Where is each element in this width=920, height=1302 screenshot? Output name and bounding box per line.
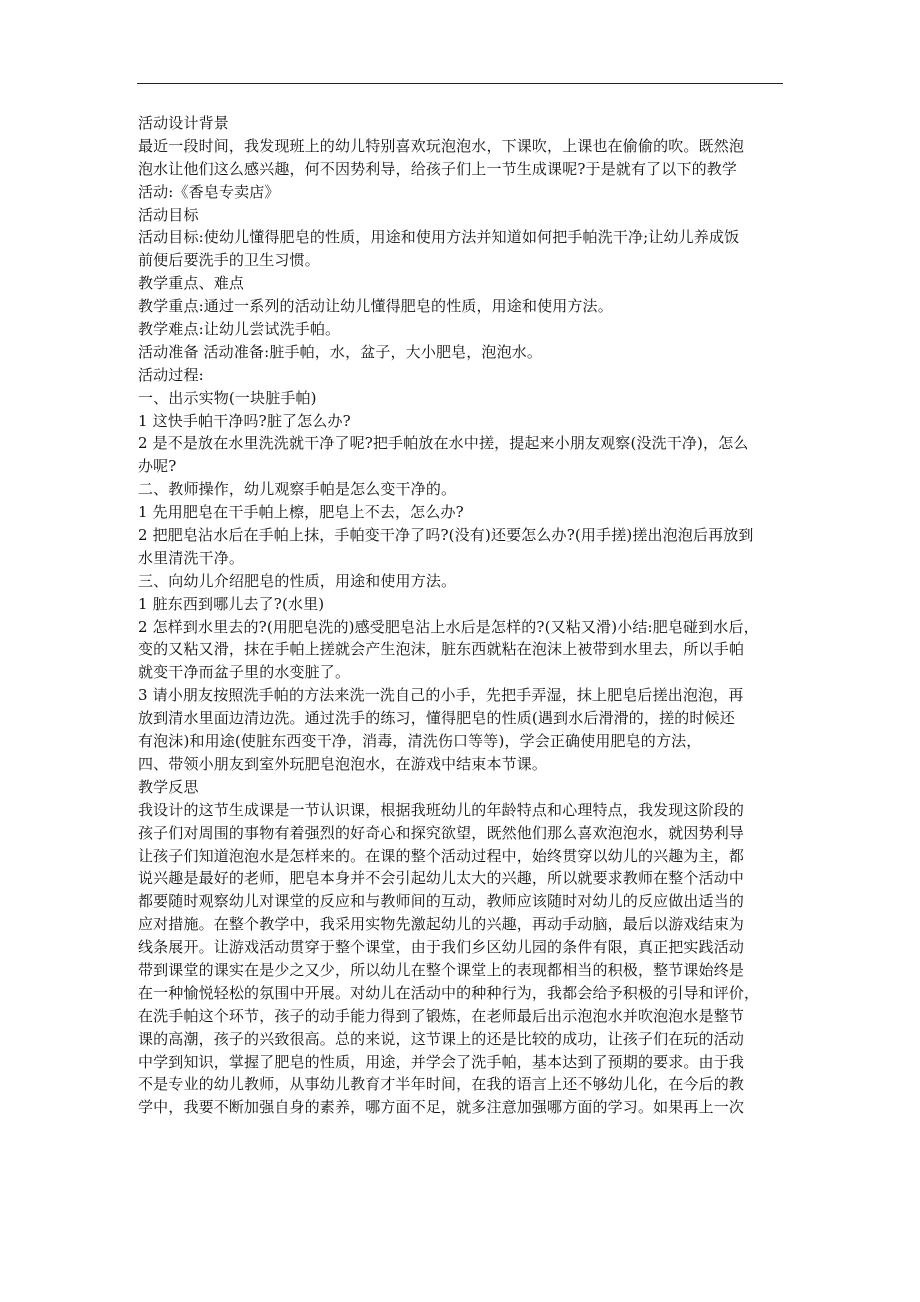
text-line: 3 请小朋友按照洗手帕的方法来洗一洗自己的小手，先把手弄湿，抹上肥皂后搓出泡泡，再 [138,686,744,705]
section-heading-key-points: 教学重点、难点 [138,274,245,293]
text-line: 泡水让他们这么感兴趣，何不因势利导，给孩子们上一节生成课呢?于是就有了以下的教学 [138,159,738,178]
text-line: 1 这快手帕干净吗?脏了怎么办? [138,411,351,430]
text-line: 学中，我要不断加强自身的素养，哪方面不足，就多注意加强哪方面的学习。如果再上一次 [138,1098,745,1117]
text-line: 放到清水里面边清边洗。通过洗手的练习，懂得肥皂的性质(遇到水后滑滑的，搓的时候还 [138,709,735,728]
header-rule [137,83,783,84]
text-line: 1 先用肥皂在干手帕上檫，肥皂上不去，怎么办? [138,503,464,522]
text-line: 有泡沫)和用途(使脏东西变干净，消毒，清洗伤口等等)，学会正确使用肥皂的方法， [138,732,702,751]
text-line: 都要随时观察幼儿对课堂的反应和与教师间的互动，教师应该随时对幼儿的反应做出适当的 [138,892,745,911]
text-line: 在一种愉悦轻松的氛围中开展。对幼儿在活动中的种种行为，我都会给予积极的引导和评价， [138,983,760,1002]
text-line: 孩子们对周围的事物有着强烈的好奇心和探究欲望，既然他们那么喜欢泡泡水，就因势利导 [138,823,745,842]
text-line: 水里清洗干净。 [138,548,245,567]
text-line: 让孩子们知道泡泡水是怎样来的。在课的整个活动过程中，始终贯穿以幼儿的兴趣为主，都 [138,846,745,865]
text-line: 四、带领小朋友到室外玩肥皂泡泡水，在游戏中结束本节课。 [138,754,548,773]
text-line: 前便后要洗手的卫生习惯。 [138,251,320,270]
text-line: 一、出示实物(一块脏手帕) [138,388,317,407]
text-line: 2 怎样到水里去的?(用肥皂洗的)感受肥皂沾上水后是怎样的?(又粘又滑)小结:肥皂碰到水后， [138,617,759,636]
text-line: 办呢? [138,457,177,476]
text-line: 我设计的这节生成课是一节认识课，根据我班幼儿的年龄特点和心理特点，我发现这阶段的 [138,800,745,819]
section-heading-process: 活动过程: [138,365,204,384]
text-line: 三、向幼儿介绍肥皂的性质，用途和使用方法。 [138,571,457,590]
text-line: 就变干净而盆子里的水变脏了。 [138,663,351,682]
text-line: 二、教师操作，幼儿观察手帕是怎么变干净的。 [138,480,457,499]
text-line: 带到课堂的课实在是少之又少，所以幼儿在整个课堂上的表现都相当的积极，整节课始终是 [138,960,745,979]
text-line: 线条展开。让游戏活动贯穿于整个课堂，由于我们乡区幼儿园的条件有限，真正把实践活动 [138,938,745,957]
text-line: 变的又粘又滑，抹在手帕上搓就会产生泡沫，脏东西就粘在泡沫上被带到水里去，所以手帕 [138,640,745,659]
text-line: 中学到知识，掌握了肥皂的性质，用途，并学会了洗手帕，基本达到了预期的要求。由于我 [138,1052,745,1071]
document-body [138,112,786,1119]
text-line: 在洗手帕这个环节，孩子的动手能力得到了锻炼，在老师最后出示泡泡水并吹泡泡水是整节 [138,1006,745,1025]
text-line: 说兴趣是最好的老师，肥皂本身并不会引起幼儿太大的兴趣，所以就要求教师在整个活动中 [138,869,745,888]
text-line: 活动:《香皂专卖店》 [138,182,280,201]
text-line: 1 脏东西到哪儿去了?(水里) [138,594,325,613]
section-heading-goals: 活动目标 [138,205,199,224]
text-line: 2 把肥皂沾水后在手帕上抹，手帕变干净了吗?(没有)还要怎么办?(用手搓)搓出泡泡后再放到 [138,526,754,545]
text-line: 活动准备 活动准备:脏手帕，水，盆子，大小肥皂，泡泡水。 [138,342,543,361]
section-heading-reflection: 教学反思 [138,777,199,796]
text-line: 活动目标:使幼儿懂得肥皂的性质，用途和使用方法并知道如何把手帕洗干净;让幼儿养成饭 [138,228,740,247]
text-line: 课的高潮，孩子的兴致很高。总的来说，这节课上的还是比较的成功，让孩子们在玩的活动 [138,1029,745,1048]
text-line: 应对措施。在整个教学中，我采用实物先激起幼儿的兴趣，再动手动脑，最后以游戏结束为 [138,915,745,934]
text-line: 教学重点:通过一系列的活动让幼儿懂得肥皂的性质，用途和使用方法。 [138,297,613,316]
text-line: 最近一段时间，我发现班上的幼儿特别喜欢玩泡泡水，下课吹，上课也在偷偷的吹。既然泡 [138,136,745,155]
text-line: 2 是不是放在水里洗洗就干净了呢?把手帕放在水中搓，提起来小朋友观察(没洗干净)，怎么 [138,434,749,453]
text-line: 不是专业的幼儿教师，从事幼儿教育才半年时间，在我的语言上还不够幼儿化，在今后的教 [138,1075,745,1094]
section-heading-background: 活动设计背景 [138,114,229,132]
text-line: 教学难点:让幼儿尝试洗手帕。 [138,320,341,339]
